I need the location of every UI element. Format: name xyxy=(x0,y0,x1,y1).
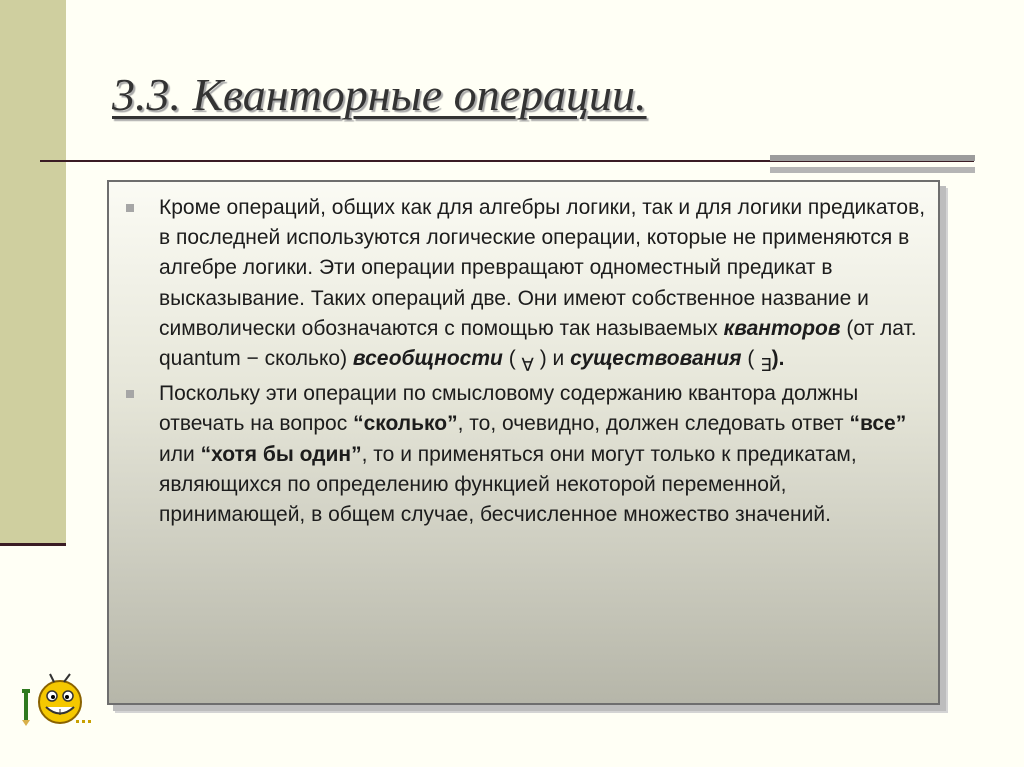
term-sushchestvovaniya: существования xyxy=(570,347,742,371)
exists-icon: ∃ xyxy=(760,355,772,377)
slide-title: 3.3. Кванторные операции. xyxy=(112,69,647,120)
quote-skolko: “сколько” xyxy=(353,412,458,436)
bullet-item-quantifier-operations xyxy=(125,193,935,375)
bullet-text: Кроме операций, общих как для алгебры логики, так и для логики предикатов, в последней используются логические операции, которые не применяются в алгебре логики. Эти операции превращают одноместный предикат в высказывание. Таких операций две. Они имеют собственное название и символически обозначаются с помощью так называемых xyxy=(159,196,926,340)
bullet-text: ) и xyxy=(533,347,571,371)
square-bullet-icon xyxy=(126,204,134,212)
content-box xyxy=(107,180,940,705)
left-sidebar-band xyxy=(0,0,66,546)
bullet-text: ( xyxy=(741,347,761,371)
bullet-text: ). xyxy=(771,347,785,371)
bullet-item-how-many xyxy=(125,379,935,530)
title-rule-accent-light xyxy=(770,167,975,173)
quote-vse: “все” xyxy=(849,412,907,436)
smiley-icon xyxy=(16,672,92,728)
square-bullet-icon xyxy=(126,390,134,398)
bullet-text: или xyxy=(159,442,201,466)
bullet-text: , то и применяться они могут только к предикатам, являющихся по определению функцией некоторой переменной, принимающей, в общем случае, бесчисленное множество значений. xyxy=(159,442,857,527)
bullet-text: (от лат. quantum − сколько) xyxy=(159,316,917,371)
title-rule-accent-dark xyxy=(770,155,975,161)
forall-icon: ∀ xyxy=(521,355,534,377)
bullet-text: Поскольку эти операции по смысловому содержанию квантора должны отвечать на вопрос xyxy=(159,382,859,436)
bullet-list xyxy=(125,193,935,534)
quote-khotya-by-odin: “хотя бы один” xyxy=(200,442,362,466)
bullet-text: ( xyxy=(502,347,522,371)
term-kvantorov: кванторов xyxy=(723,316,841,340)
sidebar-divider-line xyxy=(0,543,66,546)
term-vseobshchnosti: всеобщности xyxy=(352,347,503,371)
bullet-text: , то, очевидно, должен следовать ответ xyxy=(457,412,850,436)
